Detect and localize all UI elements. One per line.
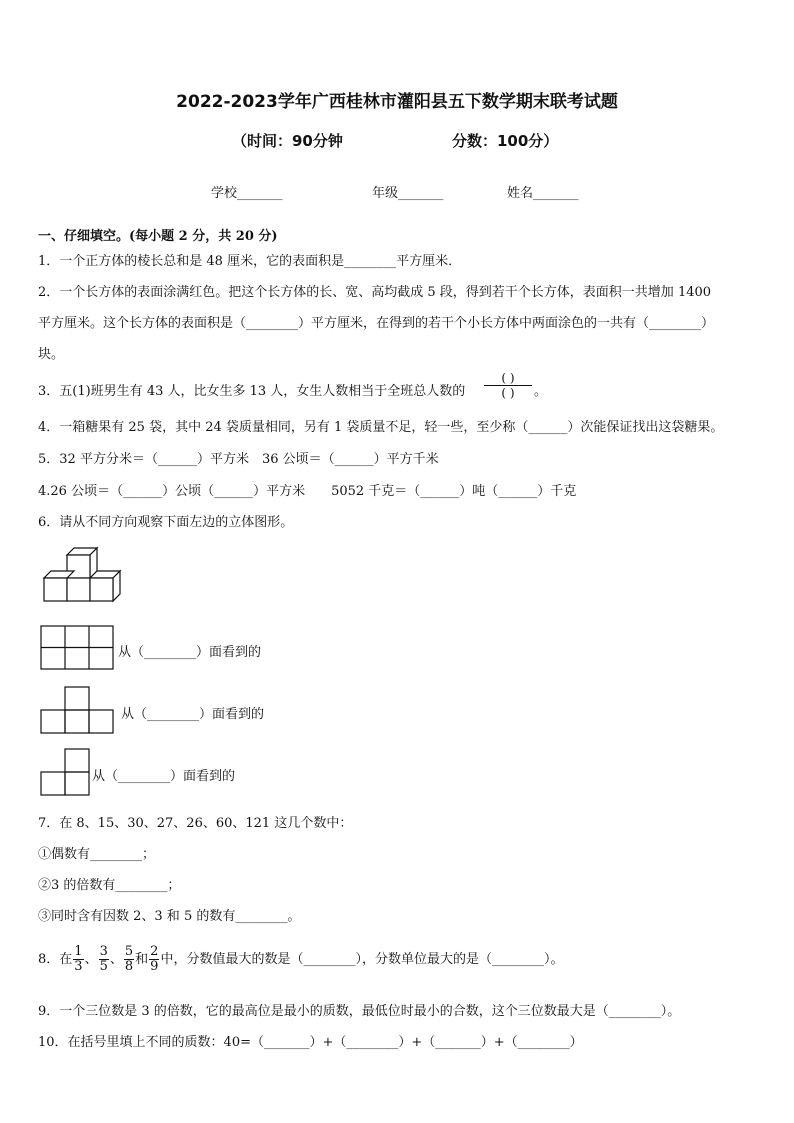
view-front-diagram (40, 686, 116, 734)
fraction-numerator: ( ) (501, 371, 515, 385)
question-7-c: ③同时含有因数 2、3 和 5 的数有________。 (38, 909, 301, 924)
question-5-line2: 4.26 公顷＝（______）公顷（______）平方米 5052 千克＝（______）吨（______）千克 (38, 484, 577, 499)
view-3-answer: 从（________）面看到的 (92, 769, 236, 784)
exam-time: （时间：90分钟 (232, 132, 343, 150)
question-5-line1: 5．32 平方分米＝（______）平方米 36 公顷＝（______）平方千米 (38, 452, 439, 467)
question-8-prefix: 8．在 (38, 952, 73, 967)
name-field: 姓名_______ (507, 186, 579, 201)
exam-score: 分数：100分） (452, 132, 559, 150)
question-7-b: ②3 的倍数有________； (38, 878, 181, 893)
question-2-line3: 块。 (38, 347, 65, 362)
fraction-denominator: ( ) (484, 385, 532, 400)
fraction-1-3: $\frac{1}{3}$ (74, 944, 83, 974)
question-9: 9．一个三位数是 3 的倍数，它的最高位是最小的质数，最低位时最小的合数，这个三位数最大是（________）。 (38, 1004, 681, 1019)
question-3-end: 。 (534, 384, 548, 399)
question-7-a: ①偶数有________； (38, 847, 156, 862)
school-field: 学校_______ (211, 186, 283, 201)
question-3-text: 3．五(1)班男生有 43 人，比女生多 13 人，女生人数相当于全班总人数的 (38, 384, 466, 399)
fraction-5-8: $\frac{5}{8}$ (124, 944, 134, 974)
question-10: 10．在括号里填上不同的质数：40=（_______）+（________）+（_______）+（________） (38, 1035, 583, 1050)
question-3-fraction (484, 371, 532, 400)
view-1-answer: 从（________）面看到的 (118, 645, 262, 660)
section-heading: 一、仔细填空。(每小题 2 分，共 20 分) (38, 229, 278, 244)
fraction-3-5: $\frac{3}{5}$ (99, 944, 108, 974)
solid-figure-diagram (38, 540, 138, 604)
question-8: 8．在 $\frac{1}{3}$ 、 $\frac{3}{5}$ 、 $\frac{5}{8}$ 和 $\frac{2}{9}$ 中，分数值最大的数是（________），分数单位最大的是（________）。 (38, 944, 564, 974)
question-2-line1: 2．一个长方体的表面涂满红色。把这个长方体的长、宽、高均截成 5 段，得到若干个长方体，表面积一共增加 1400 (38, 285, 712, 300)
view-2-answer: 从（________）面看到的 (121, 707, 265, 722)
fraction-2-9: $\frac{2}{9}$ (150, 944, 159, 974)
page-title: 2022-2023学年广西桂林市灌阳县五下数学期末联考试题 (176, 92, 618, 112)
question-2-line2: 平方厘米。这个长方体的表面积是（________）平方厘米，在得到的若干个小长方体中两面涂色的一共有（________） (38, 316, 715, 331)
view-side-diagram (40, 748, 92, 796)
view-grid-3x2-diagram (40, 625, 116, 671)
question-1: 1．一个正方体的棱长总和是 48 厘米，它的表面积是________平方厘米． (38, 254, 462, 269)
question-6: 6．请从不同方向观察下面左边的立体图形。 (38, 515, 294, 530)
question-7: 7．在 8、15、30、27、26、60、121 这几个数中： (38, 816, 353, 831)
question-8-suffix: 中，分数值最大的数是（________），分数单位最大的是（________）。 (160, 952, 564, 967)
question-4: 4．一箱糖果有 25 袋，其中 24 袋质量相同，另有 1 袋质量不足，轻一些，至少称（______）次能保证找出这袋糖果。 (38, 420, 724, 435)
grade-field: 年级_______ (372, 186, 444, 201)
